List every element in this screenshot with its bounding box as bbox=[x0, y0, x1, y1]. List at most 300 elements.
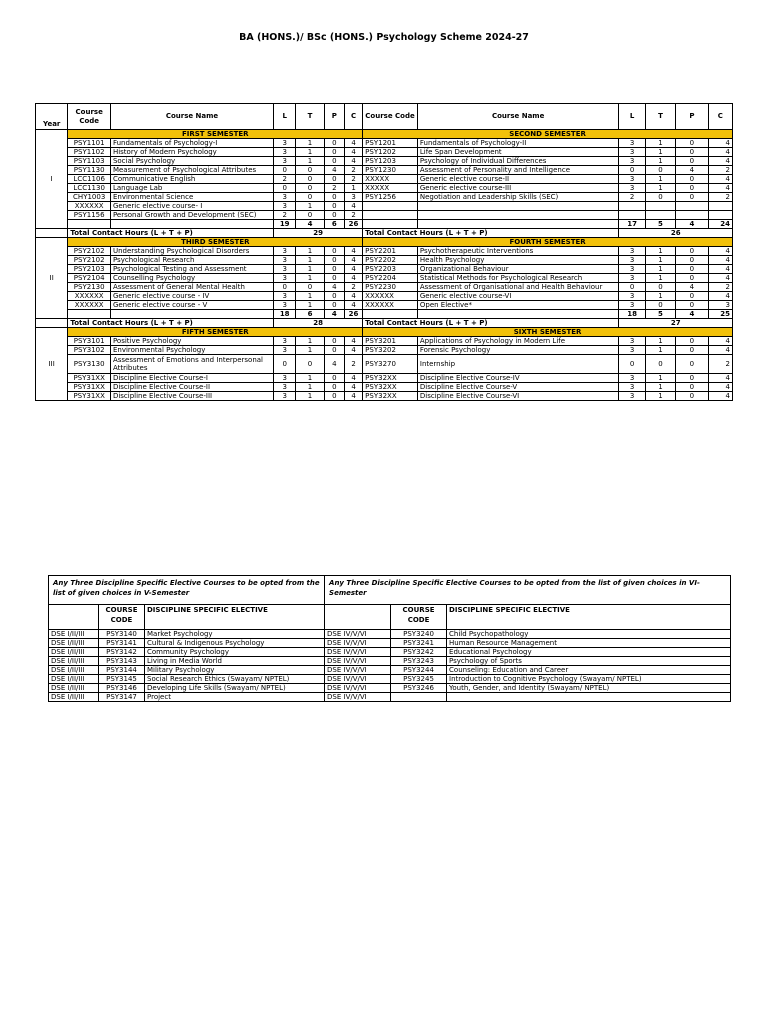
cell: 4 bbox=[344, 247, 362, 256]
semester-title: FOURTH SEMESTER bbox=[363, 238, 733, 247]
cell: 18 bbox=[274, 310, 296, 319]
year-label: III bbox=[36, 328, 68, 401]
t-header: T bbox=[296, 104, 324, 130]
cell: 3 bbox=[619, 392, 645, 401]
cell: DSE IV/V/VI bbox=[325, 630, 391, 639]
cell: Forensic Psychology bbox=[417, 346, 619, 355]
cell: PSY3144 bbox=[99, 666, 145, 675]
cell: 1 bbox=[296, 346, 324, 355]
cell: DSE I/II/III bbox=[49, 693, 99, 702]
cell: 1 bbox=[645, 346, 675, 355]
cell: 4 bbox=[676, 166, 708, 175]
l-header: L bbox=[274, 104, 296, 130]
cell: 0 bbox=[274, 166, 296, 175]
cell: 3 bbox=[274, 274, 296, 283]
cell: Cultural & Indigenous Psychology bbox=[145, 639, 325, 648]
cell: Youth, Gender, and Identity (Swayam/ NPTEL) bbox=[447, 684, 731, 693]
cell: 1 bbox=[645, 184, 675, 193]
dse-row bbox=[49, 693, 731, 702]
scheme-table bbox=[35, 103, 733, 401]
cell: 2 bbox=[274, 211, 296, 220]
cell: PSY2202 bbox=[363, 256, 418, 265]
cell bbox=[417, 220, 619, 229]
cell: Personal Growth and Development (SEC) bbox=[110, 211, 273, 220]
cell: XXXXXX bbox=[68, 202, 111, 211]
semester-title: SECOND SEMESTER bbox=[363, 130, 733, 139]
cell: 17 bbox=[619, 220, 645, 229]
cell: 4 bbox=[708, 148, 732, 157]
totals-row bbox=[36, 310, 733, 319]
contact-label: Total Contact Hours (L + T + P) bbox=[363, 319, 619, 328]
table-row bbox=[36, 292, 733, 301]
contact-hours-row bbox=[36, 319, 733, 328]
page-cut-edge bbox=[30, 476, 740, 484]
cell: DSE I/II/III bbox=[49, 657, 99, 666]
cell: Counseling: Education and Career bbox=[447, 666, 731, 675]
c-header: C bbox=[708, 104, 732, 130]
cell: 0 bbox=[645, 301, 675, 310]
totals-row bbox=[36, 220, 733, 229]
c-header: C bbox=[344, 104, 362, 130]
cell bbox=[645, 211, 675, 220]
contact-value: 29 bbox=[274, 229, 363, 238]
table-row bbox=[36, 139, 733, 148]
cell: 0 bbox=[619, 283, 645, 292]
cell: Generic elective course-II bbox=[417, 175, 619, 184]
dse-right-title: Any Three Discipline Specific Elective Courses to be opted from the list of given choices in VI-Semester bbox=[325, 576, 731, 605]
cell: PSY1256 bbox=[363, 193, 418, 202]
cell: PSY3145 bbox=[99, 675, 145, 684]
cell: 3 bbox=[619, 148, 645, 157]
code-header: Course Code bbox=[68, 104, 111, 130]
year-label: II bbox=[36, 238, 68, 319]
cell: 4 bbox=[344, 256, 362, 265]
cell: 4 bbox=[708, 337, 732, 346]
cell: 1 bbox=[645, 139, 675, 148]
cell: 4 bbox=[708, 139, 732, 148]
cell: Social Research Ethics (Swayam/ NPTEL) bbox=[145, 675, 325, 684]
cell: PSY1201 bbox=[363, 139, 418, 148]
cell: 0 bbox=[296, 175, 324, 184]
cell: Child Psychopathology bbox=[447, 630, 731, 639]
cell: Internship bbox=[417, 355, 619, 374]
cell: 3 bbox=[619, 247, 645, 256]
l-header: L bbox=[619, 104, 645, 130]
cell: 19 bbox=[274, 220, 296, 229]
cell: 1 bbox=[296, 202, 324, 211]
cell: Positive Psychology bbox=[110, 337, 273, 346]
contact-value: 26 bbox=[619, 229, 733, 238]
cell: Generic elective course-III bbox=[417, 184, 619, 193]
p-header: P bbox=[676, 104, 708, 130]
cell: PSY2201 bbox=[363, 247, 418, 256]
cell: 1 bbox=[296, 247, 324, 256]
cell: 0 bbox=[324, 374, 344, 383]
cell: Generic elective course-VI bbox=[417, 292, 619, 301]
cell bbox=[363, 211, 418, 220]
cell: PSY2203 bbox=[363, 265, 418, 274]
cell: 3 bbox=[274, 139, 296, 148]
cell: 0 bbox=[324, 175, 344, 184]
cell: 0 bbox=[274, 184, 296, 193]
cell: 3 bbox=[619, 301, 645, 310]
cell: 4 bbox=[324, 310, 344, 319]
cell: 18 bbox=[619, 310, 645, 319]
cell: 3 bbox=[274, 193, 296, 202]
cell: PSY3240 bbox=[391, 630, 447, 639]
cell: 3 bbox=[274, 202, 296, 211]
cell: PSY2104 bbox=[68, 274, 111, 283]
cell: 0 bbox=[645, 193, 675, 202]
cell: 4 bbox=[344, 202, 362, 211]
cell: 3 bbox=[344, 193, 362, 202]
cell bbox=[417, 202, 619, 211]
cell: 4 bbox=[708, 175, 732, 184]
cell: XXXXXX bbox=[68, 292, 111, 301]
cell bbox=[68, 220, 111, 229]
cell: 4 bbox=[708, 383, 732, 392]
cell: Discipline Elective Course-IV bbox=[417, 374, 619, 383]
cell: 25 bbox=[708, 310, 732, 319]
elective-header: DISCIPLINE SPECIFIC ELECTIVE bbox=[447, 605, 731, 630]
cell: 0 bbox=[676, 265, 708, 274]
cell: 4 bbox=[708, 374, 732, 383]
table-row bbox=[36, 148, 733, 157]
cell: 4 bbox=[708, 247, 732, 256]
cell: Assessment of Organisational and Health Behaviour bbox=[417, 283, 619, 292]
cell: PSY32XX bbox=[363, 392, 418, 401]
cell: 0 bbox=[296, 166, 324, 175]
table-row bbox=[36, 157, 733, 166]
table-row bbox=[36, 283, 733, 292]
dse-table bbox=[48, 575, 731, 702]
dse-row bbox=[49, 657, 731, 666]
cell bbox=[619, 211, 645, 220]
cell bbox=[110, 310, 273, 319]
cell: Discipline Elective Course-VI bbox=[417, 392, 619, 401]
cell: 0 bbox=[676, 157, 708, 166]
cell: PSY2102 bbox=[68, 256, 111, 265]
table-row bbox=[36, 256, 733, 265]
semester-row bbox=[36, 328, 733, 337]
cell: 5 bbox=[645, 220, 675, 229]
cell: DSE I/II/III bbox=[49, 648, 99, 657]
table-row bbox=[36, 265, 733, 274]
cell: 0 bbox=[676, 337, 708, 346]
cell: 4 bbox=[708, 274, 732, 283]
cell: 3 bbox=[274, 337, 296, 346]
table-row bbox=[36, 175, 733, 184]
cell: Assessment of Emotions and Interpersonal Attributes bbox=[110, 355, 273, 374]
cell bbox=[708, 202, 732, 211]
cell: 3 bbox=[274, 265, 296, 274]
cell: 0 bbox=[324, 392, 344, 401]
cell: 4 bbox=[344, 301, 362, 310]
cell: 1 bbox=[296, 392, 324, 401]
cell bbox=[110, 220, 273, 229]
cell: 0 bbox=[296, 211, 324, 220]
cell: PSY31XX bbox=[68, 383, 111, 392]
cell: 4 bbox=[296, 220, 324, 229]
cell: 3 bbox=[274, 346, 296, 355]
cell: Applications of Psychology in Modern Life bbox=[417, 337, 619, 346]
name-header: Course Name bbox=[417, 104, 619, 130]
cell: 0 bbox=[676, 193, 708, 202]
cell: 0 bbox=[324, 337, 344, 346]
cell: 4 bbox=[708, 346, 732, 355]
cell: 3 bbox=[619, 337, 645, 346]
cell: Negotiation and Leadership Skills (SEC) bbox=[417, 193, 619, 202]
dse-title-row bbox=[49, 576, 731, 605]
cell: DSE I/II/III bbox=[49, 675, 99, 684]
cell: 4 bbox=[676, 220, 708, 229]
cell: 0 bbox=[645, 283, 675, 292]
cell: 0 bbox=[296, 193, 324, 202]
semester-row bbox=[36, 130, 733, 139]
cell: Psychological Testing and Assessment bbox=[110, 265, 273, 274]
dse-row bbox=[49, 648, 731, 657]
course-code-header: COURSE CODE bbox=[391, 605, 447, 630]
cell: LCC1130 bbox=[68, 184, 111, 193]
cell: 1 bbox=[296, 148, 324, 157]
name-header: Course Name bbox=[110, 104, 273, 130]
cell: PSY3270 bbox=[363, 355, 418, 374]
cell: 1 bbox=[645, 256, 675, 265]
cell: XXXXXX bbox=[68, 301, 111, 310]
cell: PSY31XX bbox=[68, 392, 111, 401]
cell: Living in Media World bbox=[145, 657, 325, 666]
cell: 0 bbox=[324, 247, 344, 256]
cell: CHY1003 bbox=[68, 193, 111, 202]
cell: Statistical Methods for Psychological Research bbox=[417, 274, 619, 283]
table-row bbox=[36, 392, 733, 401]
cell: 0 bbox=[676, 355, 708, 374]
cell: Developing Life Skills (Swayam/ NPTEL) bbox=[145, 684, 325, 693]
cell: 6 bbox=[296, 310, 324, 319]
cell: Discipline Elective Course-III bbox=[110, 392, 273, 401]
cell: 3 bbox=[274, 301, 296, 310]
cell: 4 bbox=[676, 283, 708, 292]
cell: Fundamentals of Psychology-I bbox=[110, 139, 273, 148]
table-row bbox=[36, 374, 733, 383]
cell: 0 bbox=[324, 301, 344, 310]
table-header-row bbox=[36, 104, 733, 130]
cell: Language Lab bbox=[110, 184, 273, 193]
cell: Community Psychology bbox=[145, 648, 325, 657]
cell: PSY3147 bbox=[99, 693, 145, 702]
cell: 3 bbox=[274, 392, 296, 401]
cell: 1 bbox=[296, 337, 324, 346]
cell: PSY2102 bbox=[68, 247, 111, 256]
contact-hours-row bbox=[36, 229, 733, 238]
cell: 3 bbox=[274, 148, 296, 157]
cell: 3 bbox=[274, 157, 296, 166]
cell: 1 bbox=[645, 274, 675, 283]
cell: 4 bbox=[676, 310, 708, 319]
cell: 0 bbox=[324, 274, 344, 283]
year-header: Year bbox=[36, 104, 68, 130]
cell: 4 bbox=[324, 166, 344, 175]
cell bbox=[49, 605, 99, 630]
dse-left-title: Any Three Discipline Specific Elective Courses to be opted from the list of given choices in V-Semester bbox=[49, 576, 325, 605]
cell: 1 bbox=[645, 374, 675, 383]
table-row bbox=[36, 383, 733, 392]
cell: PSY2103 bbox=[68, 265, 111, 274]
cell: 0 bbox=[676, 247, 708, 256]
cell: DSE IV/V/VI bbox=[325, 666, 391, 675]
cell: PSY3141 bbox=[99, 639, 145, 648]
cell: PSY3140 bbox=[99, 630, 145, 639]
cell: PSY32XX bbox=[363, 383, 418, 392]
cell: Environmental Science bbox=[110, 193, 273, 202]
cell: 4 bbox=[344, 346, 362, 355]
cell: DSE IV/V/VI bbox=[325, 648, 391, 657]
cell: PSY3102 bbox=[68, 346, 111, 355]
cell: 4 bbox=[708, 392, 732, 401]
cell: 0 bbox=[676, 148, 708, 157]
cell: 4 bbox=[344, 148, 362, 157]
cell: Market Psychology bbox=[145, 630, 325, 639]
dse-row bbox=[49, 639, 731, 648]
cell: 1 bbox=[296, 301, 324, 310]
cell: 1 bbox=[645, 265, 675, 274]
cell: 3 bbox=[619, 265, 645, 274]
cell: 2 bbox=[344, 283, 362, 292]
cell: 2 bbox=[708, 355, 732, 374]
cell: 2 bbox=[274, 175, 296, 184]
cell: 0 bbox=[324, 211, 344, 220]
cell: 2 bbox=[324, 184, 344, 193]
cell: 3 bbox=[274, 247, 296, 256]
cell: Health Psychology bbox=[417, 256, 619, 265]
cell bbox=[447, 693, 731, 702]
cell: 3 bbox=[619, 139, 645, 148]
semester-title: SIXTH SEMESTER bbox=[363, 328, 733, 337]
cell bbox=[676, 202, 708, 211]
cell: DSE I/II/III bbox=[49, 630, 99, 639]
cell: 4 bbox=[344, 274, 362, 283]
cell bbox=[36, 229, 68, 238]
cell: PSY2130 bbox=[68, 283, 111, 292]
cell: 1 bbox=[296, 139, 324, 148]
cell: 4 bbox=[708, 256, 732, 265]
cell: 1 bbox=[645, 292, 675, 301]
cell: XXXXXX bbox=[363, 292, 418, 301]
cell: PSY3143 bbox=[99, 657, 145, 666]
cell: 4 bbox=[344, 392, 362, 401]
contact-value: 27 bbox=[619, 319, 733, 328]
cell: PSY3244 bbox=[391, 666, 447, 675]
cell: 2 bbox=[708, 193, 732, 202]
cell: PSY31XX bbox=[68, 374, 111, 383]
cell: 6 bbox=[324, 220, 344, 229]
cell: 0 bbox=[676, 392, 708, 401]
cell: Generic elective course - V bbox=[110, 301, 273, 310]
cell: Fundamentals of Psychology-II bbox=[417, 139, 619, 148]
cell: PSY1103 bbox=[68, 157, 111, 166]
cell: Introduction to Cognitive Psychology (Swayam/ NPTEL) bbox=[447, 675, 731, 684]
cell: 3 bbox=[619, 184, 645, 193]
cell bbox=[676, 211, 708, 220]
cell: PSY3201 bbox=[363, 337, 418, 346]
cell: 4 bbox=[344, 383, 362, 392]
cell: 3 bbox=[274, 374, 296, 383]
cell: Psychology of Individual Differences bbox=[417, 157, 619, 166]
cell: 0 bbox=[324, 256, 344, 265]
cell: 0 bbox=[676, 274, 708, 283]
cell: 4 bbox=[344, 265, 362, 274]
dse-row bbox=[49, 630, 731, 639]
dse-row bbox=[49, 684, 731, 693]
cell: PSY3146 bbox=[99, 684, 145, 693]
table-row bbox=[36, 184, 733, 193]
contact-label: Total Contact Hours (L + T + P) bbox=[363, 229, 619, 238]
cell: Human Resource Management bbox=[447, 639, 731, 648]
cell: 1 bbox=[645, 148, 675, 157]
cell: Generic elective course- I bbox=[110, 202, 273, 211]
table-row bbox=[36, 247, 733, 256]
cell: 2 bbox=[344, 211, 362, 220]
cell bbox=[36, 319, 68, 328]
cell: 0 bbox=[676, 301, 708, 310]
cell: 3 bbox=[274, 383, 296, 392]
cell: PSY1230 bbox=[363, 166, 418, 175]
table-row bbox=[36, 166, 733, 175]
cell: 4 bbox=[324, 355, 344, 374]
cell: XXXXXX bbox=[363, 301, 418, 310]
elective-header: DISCIPLINE SPECIFIC ELECTIVE bbox=[145, 605, 325, 630]
cell: 24 bbox=[708, 220, 732, 229]
cell: Assessment of General Mental Health bbox=[110, 283, 273, 292]
cell: 0 bbox=[324, 265, 344, 274]
cell: LCC1106 bbox=[68, 175, 111, 184]
cell: Understanding Psychological Disorders bbox=[110, 247, 273, 256]
cell: PSY3130 bbox=[68, 355, 111, 374]
cell: 3 bbox=[619, 383, 645, 392]
cell: Communicative English bbox=[110, 175, 273, 184]
cell: 0 bbox=[296, 283, 324, 292]
cell: 0 bbox=[324, 157, 344, 166]
cell: 26 bbox=[344, 220, 362, 229]
table-row bbox=[36, 346, 733, 355]
cell: 0 bbox=[676, 139, 708, 148]
cell: 4 bbox=[344, 337, 362, 346]
cell: Discipline Elective Course-II bbox=[110, 383, 273, 392]
cell: PSY1203 bbox=[363, 157, 418, 166]
cell: Psychological Research bbox=[110, 256, 273, 265]
cell: XXXXX bbox=[363, 184, 418, 193]
dse-row bbox=[49, 675, 731, 684]
cell: 0 bbox=[619, 355, 645, 374]
cell: 0 bbox=[676, 383, 708, 392]
cell: 3 bbox=[274, 256, 296, 265]
cell: Counselling Psychology bbox=[110, 274, 273, 283]
cell: PSY3142 bbox=[99, 648, 145, 657]
cell: 4 bbox=[708, 265, 732, 274]
semester-title: THIRD SEMESTER bbox=[68, 238, 363, 247]
cell: 1 bbox=[296, 292, 324, 301]
cell: 2 bbox=[344, 175, 362, 184]
cell: PSY1102 bbox=[68, 148, 111, 157]
cell: 0 bbox=[296, 184, 324, 193]
cell: 0 bbox=[274, 355, 296, 374]
cell: PSY2230 bbox=[363, 283, 418, 292]
cell: Psychology of Sports bbox=[447, 657, 731, 666]
cell: Discipline Elective Course-I bbox=[110, 374, 273, 383]
cell: PSY3245 bbox=[391, 675, 447, 684]
cell bbox=[417, 211, 619, 220]
cell: 4 bbox=[708, 184, 732, 193]
